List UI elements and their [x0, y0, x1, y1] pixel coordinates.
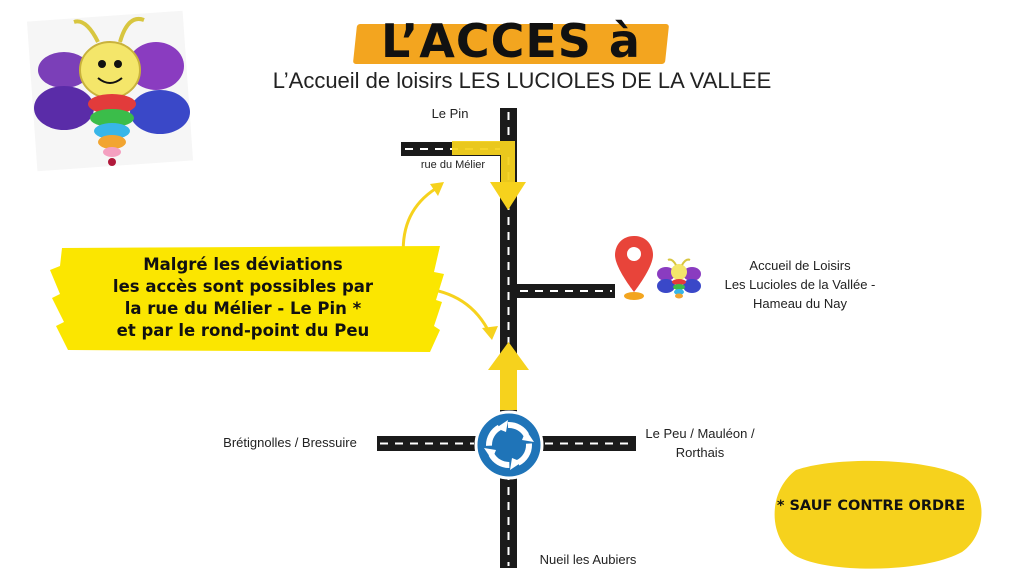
label-west-bretignolles: Brétignolles / Bressuire [223, 435, 357, 450]
route-highlight-south [488, 342, 529, 410]
notice-banner [48, 242, 446, 354]
label-destination-line1: Accueil de Loisirs [749, 258, 851, 273]
road-to-accueil [515, 284, 615, 298]
label-destination-line2: Les Lucioles de la Vallée - [724, 277, 876, 292]
notice-line4: et par le rond-point du Peu [116, 321, 370, 340]
label-east-line2: Rorthais [675, 445, 725, 460]
label-destination-line3: Hameau du Nay [753, 296, 847, 311]
label-rue-du-melier: rue du Mélier [420, 159, 486, 171]
footnote-shape [766, 458, 988, 570]
notice-line2: les accès sont possibles par [112, 277, 374, 296]
location-pin-icon [612, 234, 656, 302]
notice-line3: la rue du Mélier - Le Pin * [124, 299, 362, 318]
footnote-badge [766, 458, 988, 570]
label-east-line1: Le Peu / Mauléon / [645, 426, 755, 441]
butterfly-mascot-small-icon [656, 258, 702, 302]
road-east [540, 436, 636, 451]
label-north-le-pin: Le Pin [431, 106, 469, 121]
notice-text [78, 254, 408, 342]
label-south-nueil: Nueil les Aubiers [539, 552, 637, 567]
label-east-le-peu [630, 424, 770, 462]
page-title: L’ACCES à [381, 14, 641, 68]
page-subtitle: L’Accueil de loisirs LES LUCIOLES DE LA VALLEE [272, 68, 772, 93]
roundabout-icon [474, 410, 544, 480]
road-west [377, 436, 477, 451]
label-destination [700, 256, 900, 313]
notice-line1: Malgré les déviations [143, 255, 343, 274]
footnote-text: * SAUF CONTRE ORDRE [776, 498, 966, 514]
